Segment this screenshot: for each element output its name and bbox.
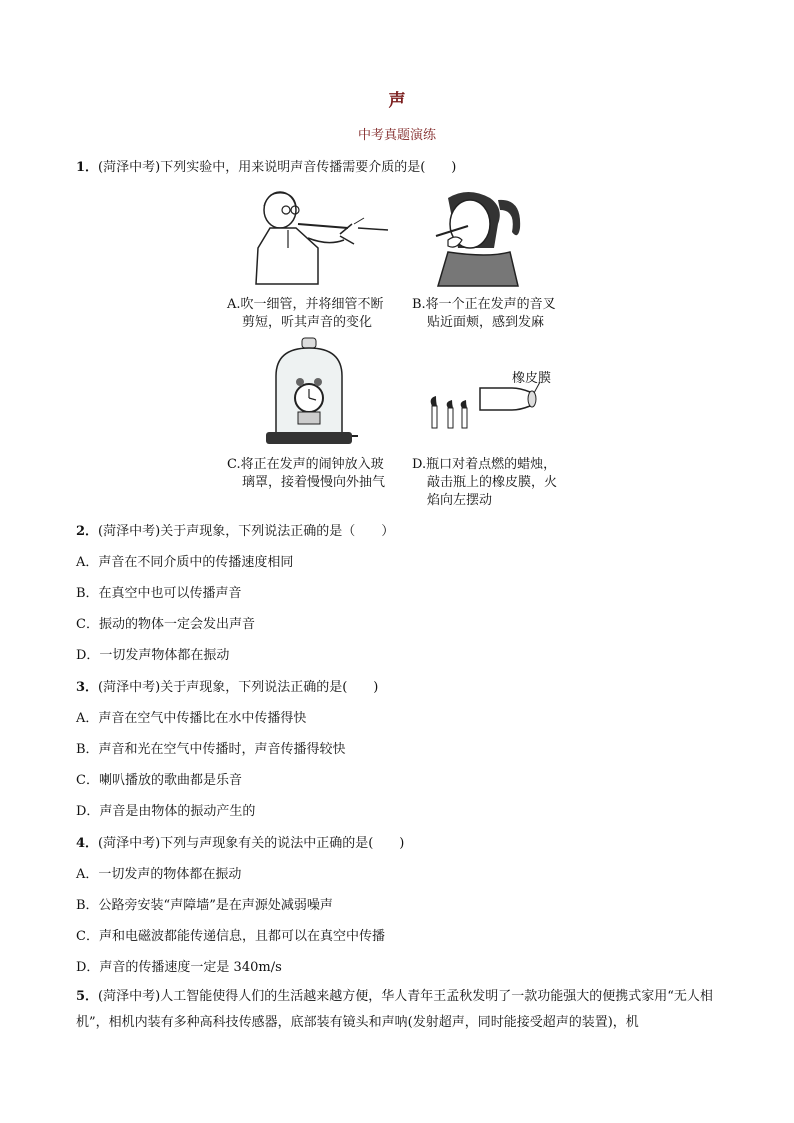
option-3a: A．声音在空气中传播比在水中传播得快: [76, 711, 307, 726]
question-5: 5．(菏泽中考)人工智能使得人们的生活越来越方便，华人青年王孟秋发明了一款功能强大的便携式家用“无人相机”，相机内装有多种高科技传感器，底部装有镜头和声呐(发射超声，同时能接受超声的装置)，机: [76, 989, 713, 1030]
option-2c: C．振动的物体一定会发出声音: [76, 617, 255, 632]
page-subtitle: 中考真题演练: [357, 128, 436, 143]
option-4c: C．声和电磁波都能传递信息，且都可以在真空中传播: [76, 929, 385, 944]
caption-c: C.将正在发声的闹钟放入玻 璃罩，接着慢慢向外抽气: [227, 457, 386, 490]
figure-a-blowing-tube: [248, 188, 398, 288]
option-4b: B．公路旁安装“声障墙”是在声源处减弱噪声: [76, 898, 333, 913]
option-3d: D．声音是由物体的振动产生的: [76, 804, 256, 819]
page-title: 声: [388, 91, 406, 111]
option-3c: C．喇叭播放的歌曲都是乐音: [76, 773, 242, 788]
question-3: 3．(菏泽中考)关于声现象，下列说法正确的是( ): [76, 680, 379, 695]
figure-b-tuning-fork: [418, 188, 538, 288]
question-1: [76, 156, 456, 175]
caption-d: D.瓶口对着点燃的蜡烛， 敲击瓶上的橡皮膜，火 焰向左摆动: [412, 457, 558, 508]
option-4a: A．一切发声的物体都在振动: [76, 867, 242, 882]
caption-b: B.将一个正在发声的音叉 贴近面颊，感到发麻: [412, 297, 556, 330]
option-2b: B．在真空中也可以传播声音: [76, 586, 242, 601]
option-4d: D．声音的传播速度一定是 340m/s: [76, 960, 282, 975]
question-4: 4．(菏泽中考)下列与声现象有关的说法中正确的是( ): [76, 836, 405, 851]
caption-a: A.吹一细管，并将细管不断 剪短，听其声音的变化: [227, 297, 384, 330]
option-3b: B．声音和光在空气中传播时，声音传播得较快: [76, 742, 346, 757]
question-2: 2．(菏泽中考)关于声现象，下列说法正确的是（ ）: [76, 524, 395, 539]
figure-c-bell-jar: [262, 336, 358, 448]
question-text: (菏泽中考)下列实验中，用来说明声音传播需要介质的是( ): [98, 160, 457, 175]
option-2a: A．声音在不同介质中的传播速度相同: [76, 555, 294, 570]
question-number: 1．: [76, 160, 99, 175]
membrane-label: 橡皮膜: [512, 371, 552, 386]
option-2d: D．一切发声物体都在振动: [76, 648, 230, 663]
